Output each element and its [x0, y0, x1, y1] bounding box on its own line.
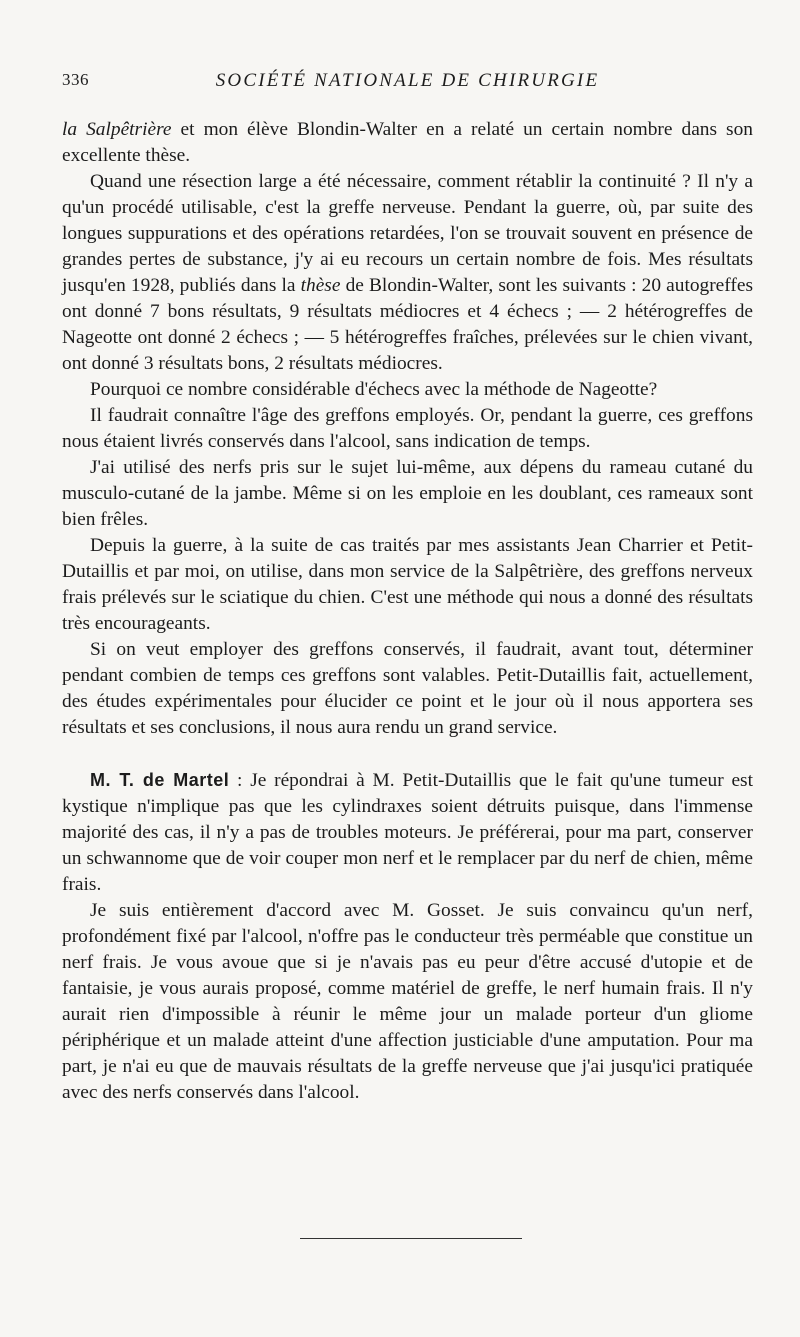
running-title: SOCIÉTÉ NATIONALE DE CHIRURGIE — [215, 70, 600, 91]
running-header — [62, 70, 753, 96]
paragraph-6: Depuis la guerre, à la suite de cas traités par mes assistants Jean Charrier et Petit-Dutaillis et par moi, on utilise, dans mon service de la Salpêtrière, des greffons nerveux frais prélevés sur le sciatique du chien. C'est une méthode qui nous a donné des résultats très encourageants. — [62, 535, 753, 634]
paragraph-8-text: : Je répondrai à M. Petit-Dutaillis que le fait qu'une tumeur est kystique n'implique pas que les cylindraxes soient détruits puisque, dans l'immense majorité des cas, il n'y a pas de troubles moteurs. Je préférerai, pour ma part, conserver un schwannome que de voir couper mon nerf et le remplacer par du nerf de chien, même frais. — [62, 770, 753, 895]
paragraph-5: J'ai utilisé des nerfs pris sur le sujet lui-même, aux dépens du rameau cutané du musculo-cutané de la jambe. Même si on les emploie en les doublant, ces rameaux sont bien frêles. — [62, 457, 753, 530]
paragraph-3: Pourquoi ce nombre considérable d'échecs avec la méthode de Nageotte? — [90, 379, 658, 400]
paragraph-9: Je suis entièrement d'accord avec M. Gosset. Je suis convaincu qu'un nerf, profondément fixé par l'alcool, n'offre pas le conducteur très perméable que constitue un nerf frais. Je vous avoue que si je n'avais pas eu peur d'être accusé d'utopie et de fantaisie, je vous aurais proposé, comme matériel de greffe, le nerf humain frais. Il n'y aurait rien d'impossible à réunir le même jour un malade porteur d'un gliome périphérique et un malade atteint d'une affection justiciable d'une amputation. Pour ma part, je n'ai eu que de mauvais résultats de la greffe nerveuse que j'ai jusqu'ici pratiquée avec des nerfs conservés dans l'alcool. — [62, 900, 753, 1103]
italic-these: thèse — [300, 275, 341, 296]
paragraph-2 — [62, 169, 753, 377]
speaker-name: M. T. de Martel — [90, 770, 230, 790]
end-rule-divider — [300, 1238, 522, 1239]
paragraph-2-before: Quand une résection large a été nécessaire, comment rétablir la continuité ? Il n'y a qu'un procédé utilisable, c'est la greffe nerveuse. Pendant la guerre, où, par suite des longues suppurations et des opérations retardées, l'on se trouvait souvent en présence de grandes pertes de substance, j'y ai eu recours un certain nombre de fois. Mes résultats jusqu'en 1928, publiés dans la — [62, 171, 753, 296]
paragraph-1 — [62, 117, 753, 169]
italic-place-name: la Salpêtrière — [62, 119, 172, 140]
body-text — [62, 117, 753, 1106]
paragraph-1-text: et mon élève Blondin-Walter en a relaté un certain nombre dans son excellente thèse. — [62, 119, 753, 166]
paragraph-7: Si on veut employer des greffons conservés, il faudrait, avant tout, déterminer pendant combien de temps ces greffons sont valables. Petit-Dutaillis fait, actuellement, des études expérimentales pour élucider ce point et le jour où il nous apportera ses résultats et ses conclusions, il nous aura rendu un grand service. — [62, 639, 753, 738]
paragraph-8 — [62, 767, 753, 898]
paragraph-4: Il faudrait connaître l'âge des greffons employés. Or, pendant la guerre, ces greffons nous étaient livrés conservés dans l'alcool, sans indication de temps. — [62, 405, 753, 452]
page-number: 336 — [62, 70, 89, 89]
paragraph-2-after: de Blondin-Walter, sont les suivants : 20 autogreffes ont donné 7 bons résultats, 9 résultats médiocres et 4 échecs ; — 2 hétérogreffes de Nageotte ont donné 2 échecs ; — 5 hétérogreffes fraîches, prélevées sur le chien vivant, ont donné 3 résultats bons, 2 résultats médiocres. — [62, 275, 754, 374]
